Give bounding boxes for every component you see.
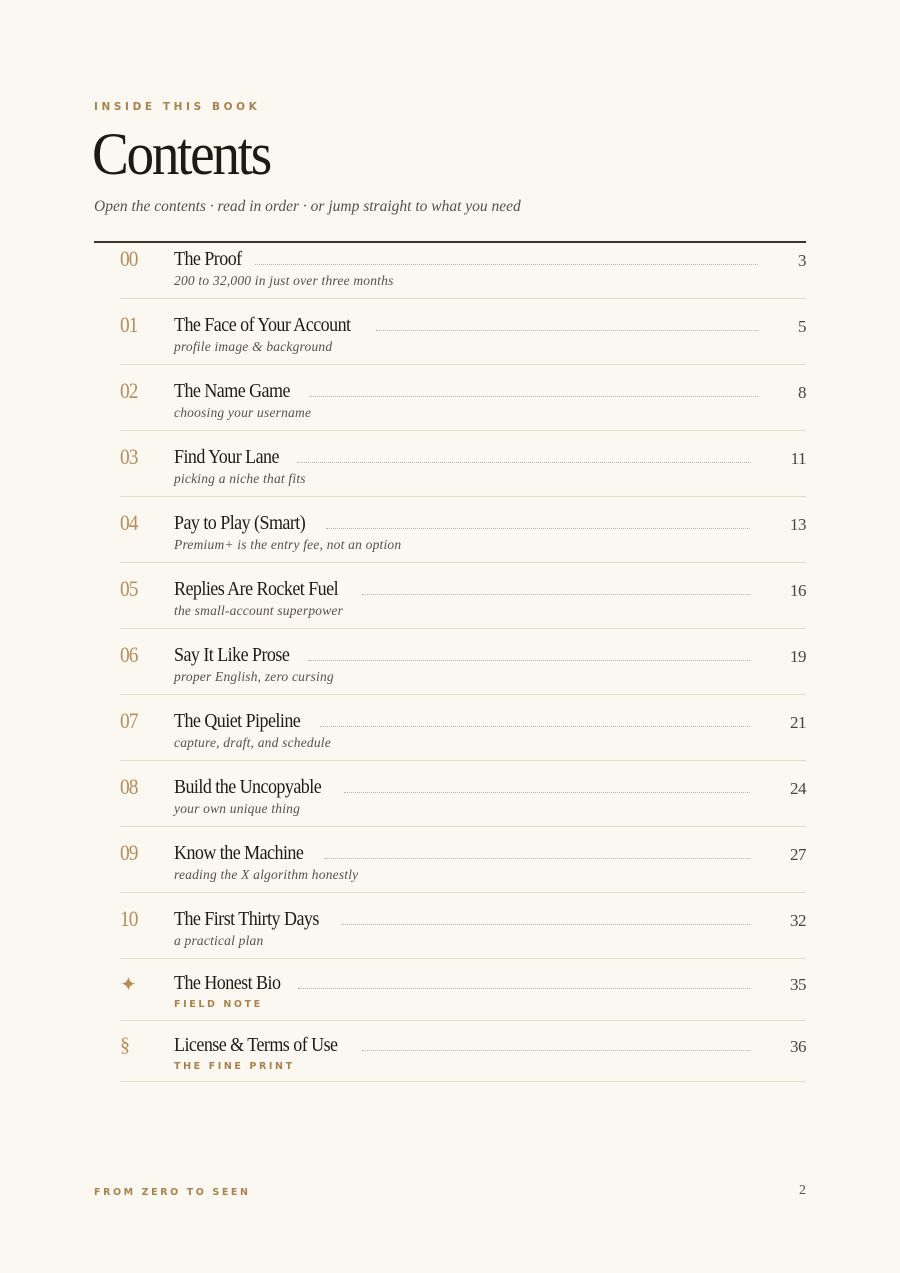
dot-leader [324,858,750,859]
dot-leader [297,462,751,463]
dot-leader [341,924,750,925]
dot-leader [376,330,758,331]
page-number: 16 [790,581,806,600]
chapter-subtitle: choosing your username [174,405,312,420]
page-number: 19 [790,647,806,666]
section-sign-icon: § [120,1034,130,1056]
toc-entry-honest-bio[interactable] [120,959,806,1021]
toc-entry-08[interactable] [120,761,806,827]
entry-label: THE FINE PRINT [174,1061,295,1072]
chapter-title: Replies Are Rocket Fuel [174,578,339,600]
chapter-title: The Proof [174,248,242,270]
page-number: 8 [798,383,806,402]
chapter-number: 04 [120,510,138,535]
dot-leader [309,396,758,397]
chapter-subtitle: Premium+ is the entry fee, not an option [174,537,402,552]
chapter-number: 06 [120,642,138,667]
page-number: 5 [798,317,806,336]
toc-entry-09[interactable] [120,827,806,893]
toc-entry-00[interactable] [120,243,806,299]
footer-book-title: FROM ZERO TO SEEN [94,1187,251,1198]
chapter-number: 05 [120,576,138,601]
chapter-number: 02 [120,378,138,403]
dot-leader [362,594,750,595]
toc-entry-03[interactable] [120,431,806,497]
toc-entry-10[interactable] [120,893,806,959]
dot-leader [344,792,750,793]
page-subtitle: Open the contents · read in order · or jump straight to what you need [94,198,521,215]
page-number: 21 [790,713,806,732]
page-number: 32 [790,911,806,930]
chapter-number: 09 [120,840,138,865]
chapter-subtitle: reading the X algorithm honestly [174,867,359,882]
dot-leader [326,528,750,529]
section-eyebrow: INSIDE THIS BOOK [94,101,261,113]
toc-entry-07[interactable] [120,695,806,761]
page-number: 35 [790,975,806,994]
chapter-number: 08 [120,774,138,799]
dot-leader [308,660,750,661]
page-number: 3 [798,251,806,270]
chapter-title: Know the Machine [174,842,304,864]
chapter-title: The First Thirty Days [174,908,319,930]
chapter-subtitle: proper English, zero cursing [174,669,334,684]
chapter-subtitle: capture, draft, and schedule [174,735,331,750]
page-number: 24 [790,779,806,798]
toc-entry-01[interactable] [120,299,806,365]
chapter-title: Find Your Lane [174,446,279,468]
entry-label: FIELD NOTE [174,999,263,1010]
dot-leader [255,264,758,265]
dot-leader [362,1050,750,1051]
star-icon: ✦ [120,974,137,996]
chapter-subtitle: the small-account superpower [174,603,344,618]
chapter-subtitle: 200 to 32,000 in just over three months [174,273,394,288]
chapter-title: License & Terms of Use [174,1034,338,1056]
dot-leader [298,988,750,989]
chapter-subtitle: your own unique thing [174,801,301,816]
page-number: 36 [790,1037,806,1056]
chapter-number: 03 [120,444,138,469]
page-number: 11 [790,449,806,468]
chapter-title: The Name Game [174,380,290,402]
chapter-subtitle: picking a niche that fits [174,471,306,486]
footer-page-number: 2 [799,1183,806,1198]
chapter-number: 01 [120,312,138,337]
chapter-number: 00 [120,246,138,271]
toc-entry-06[interactable] [120,629,806,695]
chapter-subtitle: profile image & background [174,339,333,354]
chapter-title: Build the Uncopyable [174,776,322,798]
dot-leader [320,726,750,727]
page-number: 13 [790,515,806,534]
chapter-title: Say It Like Prose [174,644,290,666]
chapter-number: 10 [120,906,138,931]
toc-entry-license[interactable] [120,1021,806,1082]
chapter-title: Pay to Play (Smart) [174,512,306,534]
chapter-subtitle: a practical plan [174,933,264,948]
toc-entry-02[interactable] [120,365,806,431]
chapter-title: The Face of Your Account [174,314,351,336]
table-of-contents [120,243,806,1082]
chapter-title: The Honest Bio [174,972,281,994]
chapter-number: 07 [120,708,138,733]
toc-entry-04[interactable] [120,497,806,563]
chapter-title: The Quiet Pipeline [174,710,301,732]
page-title: Contents [92,121,270,187]
toc-entry-05[interactable] [120,563,806,629]
page-number: 27 [790,845,806,864]
